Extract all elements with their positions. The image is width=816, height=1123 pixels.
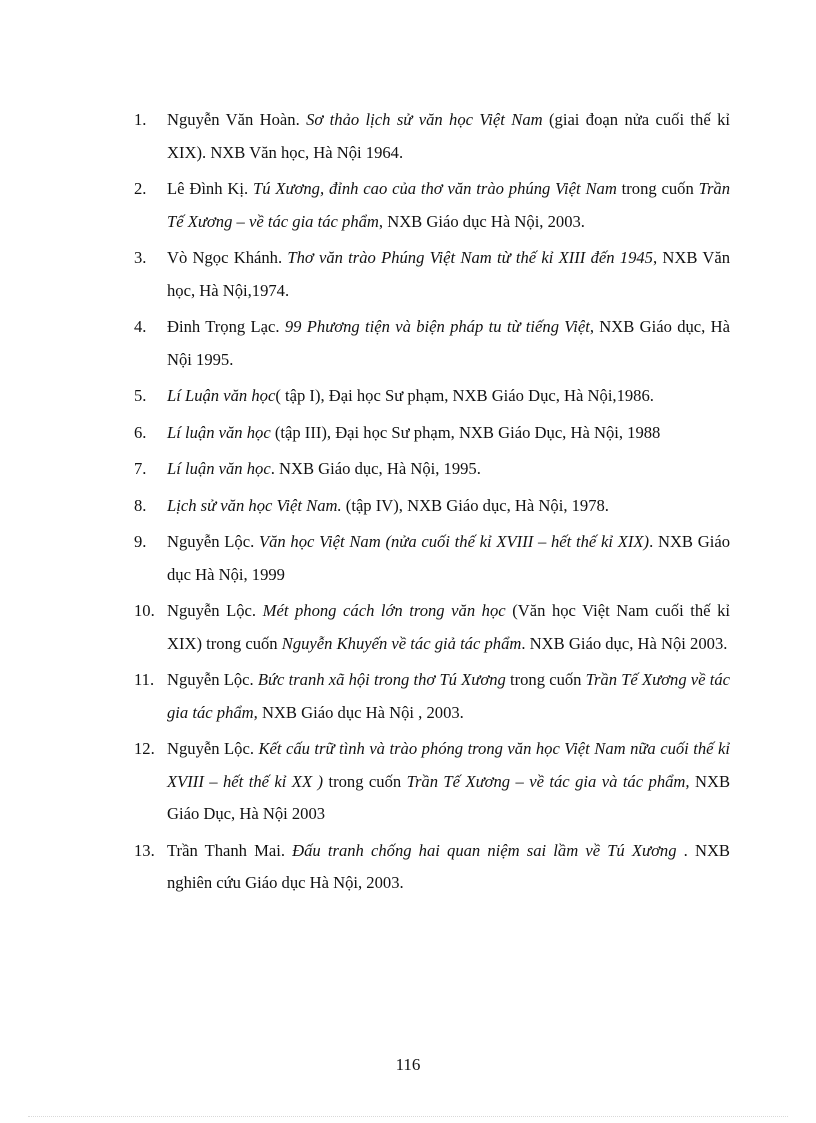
reference-number: 11.: [134, 670, 155, 689]
reference-number: 9.: [134, 532, 147, 551]
reference-title-italic: Tú Xương, đỉnh cao của thơ văn trào phúng Việt Nam: [252, 179, 617, 198]
reference-text-segment: Nguyễn Văn Hoàn.: [167, 110, 307, 129]
reference-text-segment: , NXB Giáo dục Hà Nội, 2003.: [378, 211, 585, 231]
reference-title-italic: Lịch sử văn học Việt Nam.: [167, 495, 342, 515]
reference-number: 6.: [134, 422, 147, 442]
reference-title-italic: Trần Tế Xương – về tác gia tác phẩm: [167, 179, 730, 231]
reference-number: 7.: [134, 459, 147, 478]
reference-title-italic: Thơ văn trào Phúng Việt Nam từ thế kỉ XIII đến 1945: [287, 248, 653, 267]
reference-title-italic: Văn học Việt Nam (nửa cuối thế kỉ XVIII – hết thế kỉ XIX): [258, 532, 650, 551]
reference-item: [134, 526, 730, 591]
reference-title-italic: Mét phong cách lớn trong văn học: [262, 601, 506, 620]
reference-text-segment: NXB Giáo dục Hà Nội , 2003.: [257, 702, 464, 722]
reference-title-italic: Trần Tế Xương – về tác gia và tác phẩm,: [406, 771, 690, 791]
reference-text-segment: . NXB Giáo dục, Hà Nội, 1995.: [270, 459, 481, 478]
reference-item: [134, 380, 730, 413]
reference-text-segment: Nguyễn Lộc.: [167, 532, 259, 551]
reference-text-segment: . NXB Giáo dục Hà Nội, 1999: [167, 532, 730, 584]
reference-item: [134, 104, 730, 169]
reference-text-segment: trong cuốn: [323, 771, 407, 791]
reference-item: [134, 173, 730, 238]
reference-title-italic: Lí luận văn học: [167, 422, 271, 442]
reference-number: 2.: [134, 179, 147, 198]
reference-text-segment: trong cuốn: [616, 179, 699, 198]
reference-text: [167, 841, 730, 893]
reference-title-italic: Lí luận văn học: [167, 459, 271, 478]
reference-number: 5.: [134, 386, 147, 405]
reference-item: [134, 595, 730, 660]
reference-text-segment: Đinh Trọng Lạc.: [167, 317, 285, 336]
reference-text-segment: . NXB Giáo dục, Hà Nội 2003.: [521, 633, 728, 653]
reference-title-italic: 99 Phương tiện và biện pháp tu từ tiếng Việt: [284, 317, 590, 336]
reference-title-italic: Lí Luận văn học: [167, 386, 276, 405]
reference-text: [167, 179, 730, 231]
reference-text-segment: (tập III), Đại học Sư phạm, NXB Giáo Dục, Hà Nội, 1988: [270, 422, 661, 442]
reference-text-segment: Trần Thanh Mai.: [167, 840, 293, 860]
reference-item: [134, 835, 730, 900]
reference-number: 13.: [134, 840, 155, 860]
reference-text-segment: . NXB nghiên cứu Giáo dục Hà Nội, 2003.: [167, 840, 730, 892]
reference-text: [167, 317, 730, 369]
reference-text: [167, 739, 730, 823]
reference-text-segment: (tập IV), NXB Giáo dục, Hà Nội, 1978.: [341, 495, 609, 515]
reference-text-segment: Lê Đình Kị.: [167, 179, 253, 198]
reference-title-italic: Sơ thảo lịch sử văn học Việt Nam: [306, 110, 543, 129]
reference-text: [167, 459, 481, 478]
reference-text-segment: Nguyễn Lộc.: [167, 739, 259, 758]
reference-text-segment: (Văn học Việt Nam cuối thế kỉ XIX) trong cuốn: [167, 601, 730, 653]
reference-number: 8.: [134, 495, 147, 515]
reference-item: [134, 311, 730, 376]
reference-text: [167, 532, 730, 584]
reference-text: [167, 670, 730, 722]
reference-text: [167, 601, 730, 653]
reference-text-segment: Nguyễn Lộc.: [167, 670, 258, 689]
reference-item: [134, 242, 730, 307]
reference-number: 4.: [134, 317, 147, 336]
reference-title-italic: Kết cấu trữ tình và trào phóng trong văn học Việt Nam nữa cuối thế kỉ XVIII – hết thế kỉ XX ): [167, 739, 730, 791]
reference-number: 10.: [134, 601, 155, 620]
page-number: 116: [395, 1055, 421, 1074]
reference-item: [134, 733, 730, 831]
reference-item: [134, 490, 730, 523]
reference-text-segment: NXB Giáo Dục, Hà Nội 2003: [167, 771, 731, 823]
reference-title-italic: Bức tranh xã hội trong thơ Tú Xương: [257, 670, 506, 689]
reference-text-segment: (giai đoạn nửa cuối thế kỉ XIX). NXB Văn học, Hà Nội 1964.: [167, 110, 730, 162]
reference-number: 1.: [134, 110, 147, 129]
page-bottom-border: [28, 1116, 788, 1117]
reference-number: 3.: [134, 248, 147, 267]
reference-text: [167, 423, 660, 442]
reference-item: [134, 453, 730, 486]
reference-text: [167, 496, 609, 515]
reference-number: 12.: [134, 739, 155, 758]
reference-text-segment: , NXB Văn học, Hà Nội,1974.: [167, 248, 730, 300]
reference-text-segment: Nguyễn Lộc.: [167, 601, 263, 620]
reference-text-segment: ( tập I), Đại học Sư phạm, NXB Giáo Dục, Hà Nội,1986.: [275, 386, 654, 405]
reference-title-italic: Trần Tế Xương về tác gia tác phẩm,: [167, 670, 730, 722]
reference-item: [134, 417, 730, 450]
reference-text: [167, 110, 730, 162]
reference-text-segment: Vò Ngọc Khánh.: [167, 248, 288, 267]
reference-text-segment: trong cuốn: [505, 670, 586, 689]
reference-text: [167, 248, 730, 300]
reference-title-italic: Nguyễn Khuyến về tác giả tác phẩm: [281, 633, 522, 653]
reference-text-segment: , NXB Giáo dục, Hà Nội 1995.: [167, 317, 730, 369]
reference-item: [134, 664, 730, 729]
reference-list: [134, 104, 730, 904]
reference-title-italic: Đấu tranh chống hai quan niệm sai lầm về Tú Xương: [292, 840, 677, 860]
reference-text: [167, 386, 654, 405]
